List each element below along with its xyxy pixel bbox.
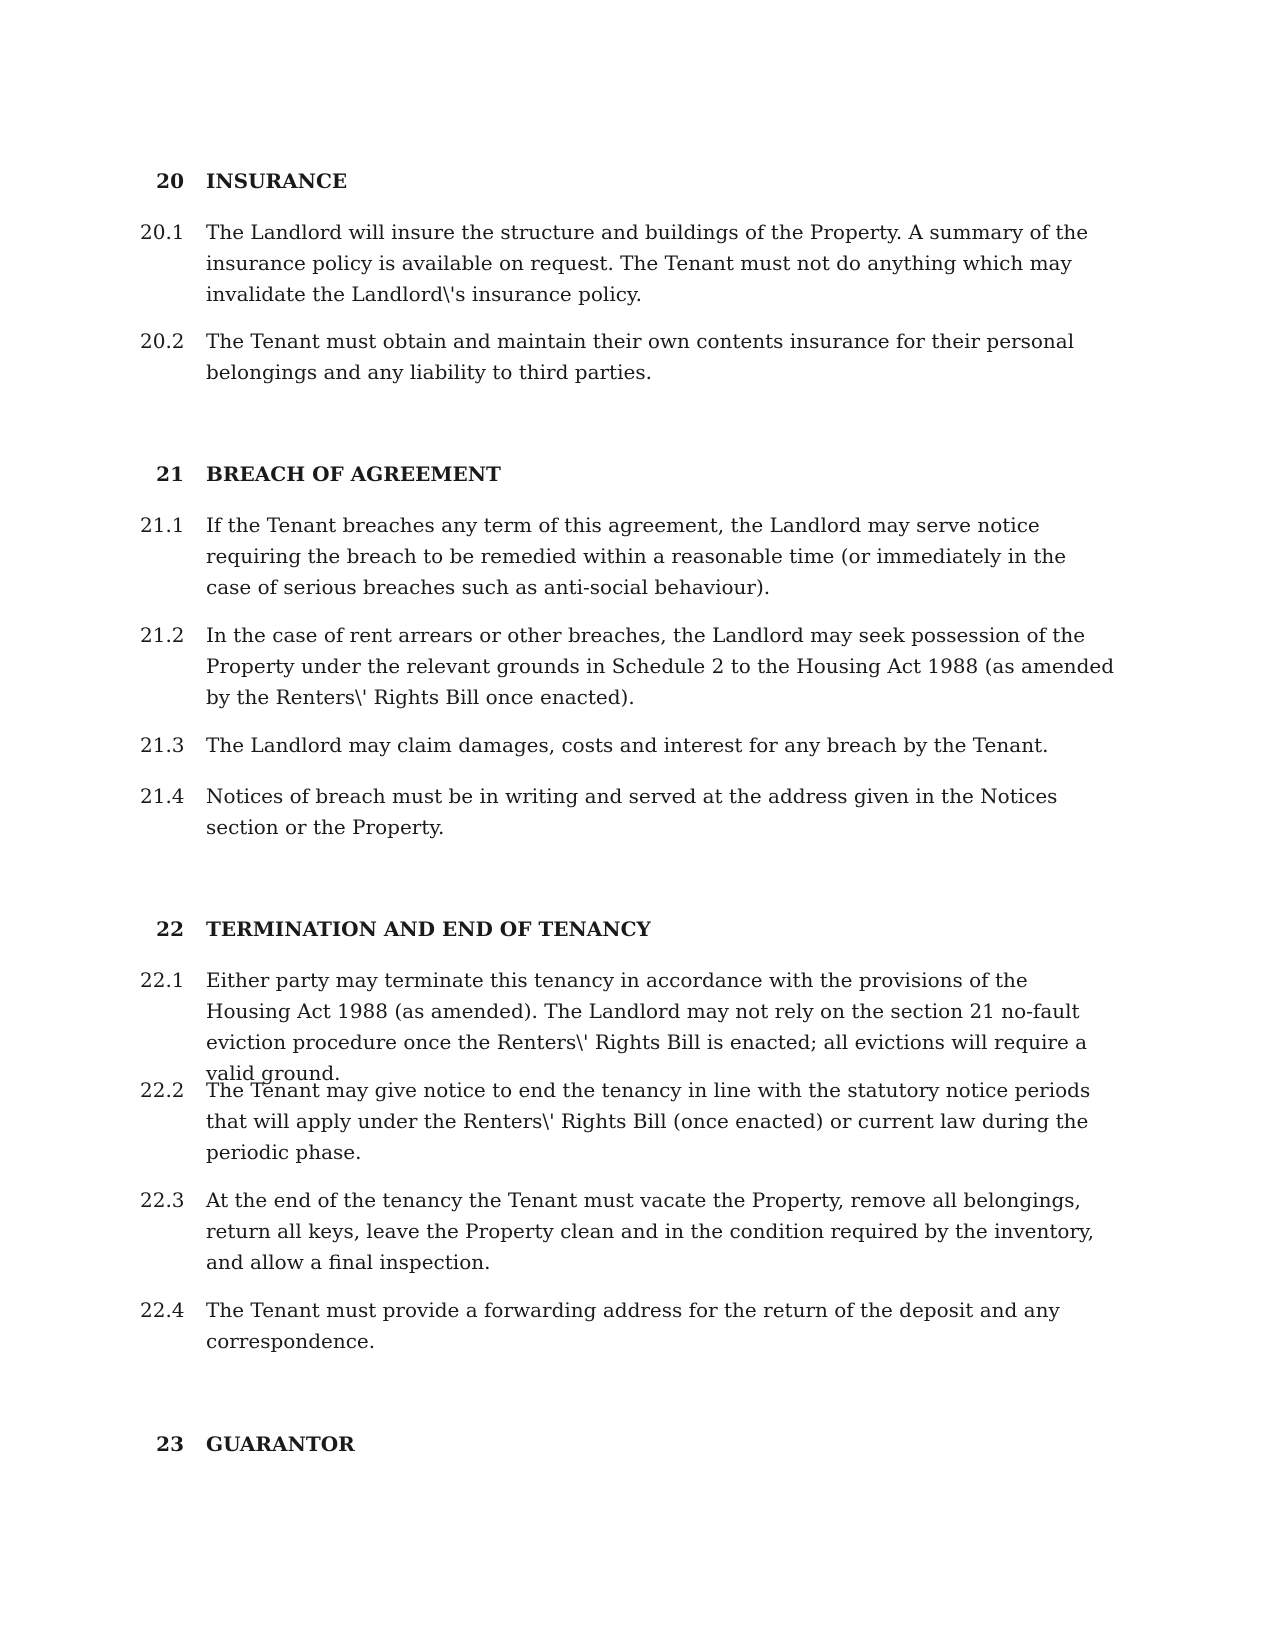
section-heading [0, 1429, 1275, 1459]
section-title: TERMINATION AND END OF TENANCY [206, 917, 651, 941]
section-title: BREACH OF AGREEMENT [206, 462, 501, 486]
section-heading [0, 166, 1275, 196]
clause-text: If the Tenant breaches any term of this agreement, the Landlord may serve notice requiring the breach to be remedied within a reasonable time (or immediately in the case of serious breaches such as anti-social behaviour). [206, 513, 1067, 599]
clause-text: Notices of breach must be in writing and served at the address given in the Notices section or the Property. [206, 784, 1058, 839]
clause-text: The Landlord may claim damages, costs and interest for any breach by the Tenant. [206, 733, 1049, 757]
clause-number: 21.2 [140, 623, 185, 647]
clause-text: The Tenant must provide a forwarding address for the return of the deposit and any correspondence. [206, 1298, 1060, 1353]
section-title: INSURANCE [206, 169, 348, 193]
section-number: 21 [156, 462, 184, 486]
section-title: GUARANTOR [206, 1432, 355, 1456]
clause-number: 21.4 [140, 784, 185, 808]
clause-number: 20.1 [140, 220, 185, 244]
clause-text: The Tenant must obtain and maintain their own contents insurance for their personal belongings and any liability to third parties. [206, 329, 1075, 384]
clause-number: 22.1 [140, 968, 185, 992]
clause-text: At the end of the tenancy the Tenant must vacate the Property, remove all belongings, return all keys, leave the Property clean and in the condition required by the inventory, and allow a final inspection. [206, 1188, 1095, 1274]
section-heading [0, 914, 1275, 944]
clause-number: 22.2 [140, 1078, 185, 1102]
section-heading [0, 459, 1275, 489]
clause-text: The Tenant may give notice to end the tenancy in line with the statutory notice periods that will apply under the Renters\' Rights Bill (once enacted) or current law during the periodic phase. [206, 1078, 1091, 1164]
clause-text: The Landlord will insure the structure and buildings of the Property. A summary of the insurance policy is available on request. The Tenant must not do anything which may invalidate the Landlord\'s insurance policy. [206, 220, 1089, 306]
clause-number: 22.4 [140, 1298, 185, 1322]
section-number: 20 [156, 169, 184, 193]
clause-number: 22.3 [140, 1188, 185, 1212]
clause-text: In the case of rent arrears or other breaches, the Landlord may seek possession of the Property under the relevant grounds in Schedule 2 to the Housing Act 1988 (as amended by the Renters\' Rights Bill once enacted). [206, 623, 1115, 709]
section-number: 23 [156, 1432, 184, 1456]
clause-number: 21.3 [140, 733, 185, 757]
clause-text: Either party may terminate this tenancy in accordance with the provisions of the Housing Act 1988 (as amended). The Landlord may not rely on the section 21 no-fault eviction procedure once the Renters\' Rights Bill is enacted; all evictions will require a valid ground. [206, 968, 1088, 1085]
clause-number: 21.1 [140, 513, 185, 537]
section-number: 22 [156, 917, 184, 941]
clause-number: 20.2 [140, 329, 185, 353]
